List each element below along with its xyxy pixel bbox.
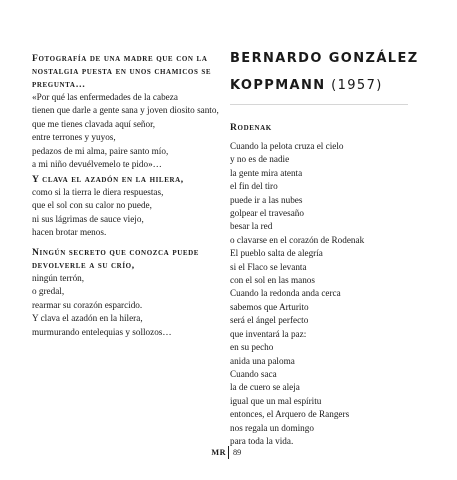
poem-line: puede ir a las nubes — [230, 194, 303, 205]
poem-title: Rodenak — [230, 122, 272, 133]
poem-line: ni sus lágrimas de sauce viejo, — [32, 213, 144, 224]
poem-line: que el sol con su calor no puede, — [32, 200, 152, 211]
poem-line: entonces, el Arquero de Rangers — [230, 409, 350, 420]
poem-line: «Por qué las enfermedades de la cabeza — [32, 92, 178, 102]
poem-line: que me tienes clavada aquí señor, — [32, 118, 156, 129]
journal-initials: MR — [211, 448, 226, 457]
poem-line: anida una paloma — [230, 355, 295, 366]
poem-line: la gente mira atenta — [230, 167, 303, 178]
poem-line: para toda la vida. — [230, 435, 294, 446]
poem-line: y no es de nadie — [230, 154, 290, 165]
poem-heading: Ningún secreto que conozca puede — [32, 247, 200, 258]
poem-line: Cuando saca — [230, 368, 277, 379]
poem-line: tienen que darle a gente sana y joven diosito santo, — [32, 105, 219, 116]
author-year: (1957) — [331, 78, 383, 93]
poem-line: como si la tierra le diera respuestas, — [32, 187, 164, 197]
poem-line: que inventará la paz: — [230, 328, 307, 339]
poem-line: nos regala un domingo — [230, 422, 314, 433]
poem-line: rearmar su corazón esparcido. — [32, 299, 143, 310]
poem-heading: pregunta… — [32, 79, 86, 90]
page-number: 89 — [233, 448, 242, 457]
author-title — [230, 47, 419, 98]
poem-heading: Y clava el azadón en la hilera, — [32, 174, 184, 185]
poem-line: El pueblo salta de alegría — [230, 248, 323, 259]
poem-block-1 — [32, 52, 219, 171]
poem-line: ningún terrón, — [32, 273, 85, 283]
poem-block-3 — [32, 246, 199, 339]
poem-line: entre terrones y yuyos, — [32, 132, 116, 143]
poem-heading: Fotografía de una madre que con la — [32, 53, 208, 64]
author-title-line-1 — [230, 47, 419, 71]
poem-line: el fin del tiro — [230, 181, 278, 192]
poem-line: hacen brotar menos. — [32, 227, 107, 238]
poem-line: la de cuero se aleja — [230, 382, 300, 393]
poem-heading: devolverle a su crío, — [32, 260, 135, 271]
author-title-line-2 — [230, 74, 419, 98]
poem-block-2 — [32, 173, 184, 240]
poem-line: con el sol en las manos — [230, 275, 315, 286]
poem-line: a mi niño devuélvemelo te pido»… — [32, 159, 162, 170]
poem-line: murmurando entelequias y sollozos… — [32, 326, 172, 337]
footer-separator — [228, 446, 229, 459]
poem-line: en su pecho — [230, 342, 274, 353]
title-divider — [230, 104, 408, 105]
poem-heading: nostalgia puesta en unos chamicos se — [32, 66, 212, 77]
poem-line: Cuando la pelota cruza el cielo — [230, 141, 344, 151]
author-name: BERNARDO GONZÁLEZ — [230, 51, 419, 66]
poem-line: será el ángel perfecto — [230, 315, 309, 326]
poem-line: golpear el travesaño — [230, 208, 304, 219]
poem-line: pedazos de mi alma, paire santo mío, — [32, 145, 169, 156]
rodenak-poem — [230, 121, 364, 448]
poem-line: sabemos que Arturito — [230, 301, 309, 312]
poem-line: igual que un mal espíritu — [230, 395, 322, 406]
poem-line: besar la red — [230, 221, 273, 232]
poem-line: Y clava el azadón en la hilera, — [32, 313, 143, 324]
poem-line: o gredal, — [32, 286, 65, 297]
poem-line: o clavarse en el corazón de Rodenak — [230, 234, 365, 245]
poem-line: Cuando la redonda anda cerca — [230, 288, 341, 299]
author-surname: KOPPMANN — [230, 78, 326, 93]
poem-line: si el Flaco se levanta — [230, 261, 307, 272]
